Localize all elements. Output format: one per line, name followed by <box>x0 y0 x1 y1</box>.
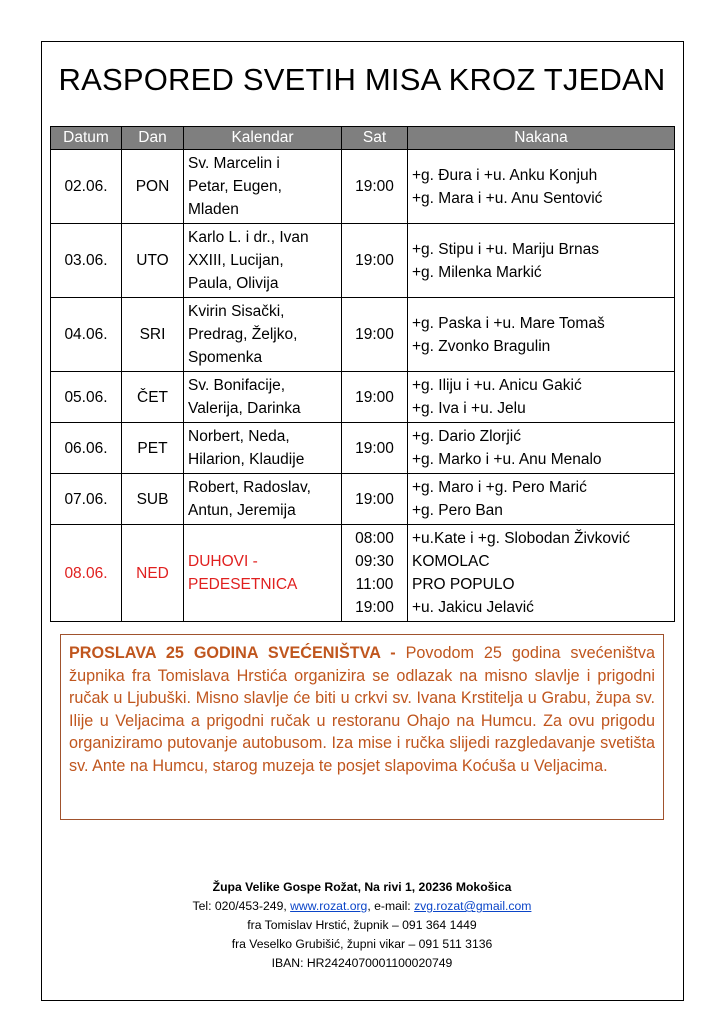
cell-nakana-line: +g. Paska i +u. Mare Tomaš <box>412 314 605 332</box>
cell-dan: SRI <box>122 298 184 372</box>
cell-nakana-line: +g. Iva i +u. Jelu <box>412 400 526 417</box>
cell-datum: 05.06. <box>51 372 122 423</box>
column-header-kalendar: Kalendar <box>184 127 342 150</box>
cell-sat <box>342 298 408 372</box>
column-header-dan: Dan <box>122 127 184 150</box>
vicar-contact: fra Veselko Grubišić, župni vikar – 091 511 3136 <box>231 937 493 951</box>
notice-text: Povodom 25 godina svećeništva župnika fra Tomislava Hrstića organizira se odlazak na misno slavlje i prigodni ručak u Ljubuški. Misno slavlje će biti u crkvi sv. Ivana Krstitelja u Grabu, župa sv. Ilije u Veljacima a prigodni ručak u restoranu Ohajo na Humcu. Za ovu prigodu organiziramo putovanje autobusom. Iza mise i ručka slijedi razgledavanje svetišta sv. Ante na Humcu, starog muzeja te posjet slapovima Koćuša u Veljacima. <box>69 644 655 775</box>
cell-nakana-line: +g. Zvonko Bragulin <box>412 337 551 355</box>
cell-kalendar-line: Predrag, Željko, <box>188 326 298 343</box>
table-row <box>51 150 675 224</box>
cell-datum: 08.06. <box>51 525 122 622</box>
cell-sat <box>342 423 408 474</box>
cell-datum: 06.06. <box>51 423 122 474</box>
cell-kalendar-line: Kvirin Sisački, <box>188 303 285 320</box>
cell-kalendar <box>184 298 342 372</box>
cell-nakana-line: +g. Marko i +u. Anu Menalo <box>412 451 602 468</box>
cell-nakana-line: +g. Maro i +g. Pero Marić <box>412 479 587 496</box>
cell-kalendar <box>184 224 342 298</box>
cell-kalendar-line: Robert, Radoslav, <box>188 479 311 496</box>
website-link[interactable]: www.rozat.org <box>290 899 368 913</box>
parish-footer <box>0 878 724 973</box>
cell-sat-line: 19:00 <box>355 252 394 269</box>
cell-sat-line: 19:00 <box>355 439 394 457</box>
column-header-sat: Sat <box>342 127 408 150</box>
cell-datum: 04.06. <box>51 298 122 372</box>
cell-kalendar-line: Hilarion, Klaudije <box>188 451 305 468</box>
cell-nakana-line: +g. Dario Zlorjić <box>412 428 521 445</box>
cell-dan: PET <box>122 423 184 474</box>
cell-nakana <box>408 224 675 298</box>
cell-nakana-line: +g. Đura i +u. Anku Konjuh <box>412 166 598 184</box>
cell-dan: NED <box>122 525 184 622</box>
cell-kalendar-line: Valerija, Darinka <box>188 400 301 417</box>
cell-nakana-line: +g. Pero Ban <box>412 502 503 519</box>
cell-sat-line: 09:30 <box>355 553 394 570</box>
column-header-nakana: Nakana <box>408 127 675 150</box>
cell-sat <box>342 224 408 298</box>
cell-kalendar <box>184 525 342 622</box>
phone-text: Tel: 020/453-249, <box>192 899 287 913</box>
cell-nakana-line: +u. Jakicu Jelavić <box>412 599 534 616</box>
cell-kalendar <box>184 474 342 525</box>
cell-kalendar-line: Antun, Jeremija <box>188 502 296 519</box>
table-row <box>51 298 675 372</box>
table-row <box>51 474 675 525</box>
cell-nakana <box>408 423 675 474</box>
cell-sat-line: 08:00 <box>355 530 394 547</box>
cell-datum: 07.06. <box>51 474 122 525</box>
cell-sat-line: 11:00 <box>355 576 394 593</box>
table-row <box>51 224 675 298</box>
cell-dan: ČET <box>122 372 184 423</box>
table-header-row <box>51 127 675 150</box>
column-header-datum: Datum <box>51 127 122 150</box>
cell-sat <box>342 525 408 622</box>
parish-address: Župa Velike Gospe Rožat, Na rivi 1, 20236 Mokošica <box>212 880 512 894</box>
cell-kalendar <box>184 150 342 224</box>
email-label: , e-mail: <box>367 899 411 913</box>
cell-sat-line: 19:00 <box>355 388 394 406</box>
cell-kalendar-line: Karlo L. i dr., Ivan <box>188 229 309 246</box>
cell-kalendar-line: Petar, Eugen, <box>188 178 282 195</box>
cell-nakana-line: +g. Iliju i +u. Anicu Gakić <box>412 377 582 394</box>
table-body <box>51 150 675 622</box>
cell-kalendar-line: Spomenka <box>188 349 263 366</box>
cell-kalendar-line: Sv. Marcelin i <box>188 155 280 172</box>
cell-nakana <box>408 298 675 372</box>
cell-kalendar-line: DUHOVI - <box>188 553 258 570</box>
cell-nakana-line: KOMOLAC <box>412 553 490 570</box>
notice-title: PROSLAVA 25 GODINA SVEĆENIŠTVA - <box>69 644 396 662</box>
page-title: RASPORED SVETIH MISA KROZ TJEDAN <box>58 62 666 97</box>
cell-kalendar-line: XXIII, Lucijan, <box>188 252 284 269</box>
cell-kalendar-line: PEDESETNICA <box>188 576 298 593</box>
contact-line <box>0 897 724 916</box>
cell-sat <box>342 372 408 423</box>
cell-kalendar-line: Mladen <box>188 201 239 218</box>
cell-kalendar-line: Norbert, Neda, <box>188 428 290 445</box>
cell-kalendar-line: Sv. Bonifacije, <box>188 377 286 394</box>
iban-text: IBAN: HR2424070001100020749 <box>271 956 453 970</box>
table-row <box>51 525 675 622</box>
cell-nakana-line: +u.Kate i +g. Slobodan Živković <box>412 530 630 547</box>
cell-sat-line: 19:00 <box>355 490 394 508</box>
email-link[interactable]: zvg.rozat@gmail.com <box>414 899 532 913</box>
table-row <box>51 423 675 474</box>
cell-nakana <box>408 150 675 224</box>
cell-nakana-line: +g. Milenka Markić <box>412 263 542 281</box>
cell-nakana <box>408 474 675 525</box>
cell-sat-line: 19:00 <box>355 599 394 616</box>
cell-dan: SUB <box>122 474 184 525</box>
mass-schedule-table <box>50 126 675 622</box>
cell-kalendar <box>184 423 342 474</box>
cell-datum: 03.06. <box>51 224 122 298</box>
cell-sat-line: 19:00 <box>355 178 394 195</box>
cell-nakana-line: PRO POPULO <box>412 576 515 593</box>
cell-dan: UTO <box>122 224 184 298</box>
cell-nakana-line: +g. Stipu i +u. Mariju Brnas <box>412 240 599 258</box>
cell-kalendar <box>184 372 342 423</box>
cell-nakana <box>408 525 675 622</box>
cell-nakana <box>408 372 675 423</box>
cell-datum: 02.06. <box>51 150 122 224</box>
pastor-contact: fra Tomislav Hrstić, župnik – 091 364 1449 <box>247 918 477 932</box>
cell-dan: PON <box>122 150 184 224</box>
anniversary-notice <box>60 634 664 820</box>
cell-sat-line: 19:00 <box>355 326 394 343</box>
cell-kalendar-line: Paula, Olivija <box>188 275 279 292</box>
cell-sat <box>342 150 408 224</box>
cell-sat <box>342 474 408 525</box>
table-row <box>51 372 675 423</box>
cell-nakana-line: +g. Mara i +u. Anu Sentović <box>412 189 603 207</box>
